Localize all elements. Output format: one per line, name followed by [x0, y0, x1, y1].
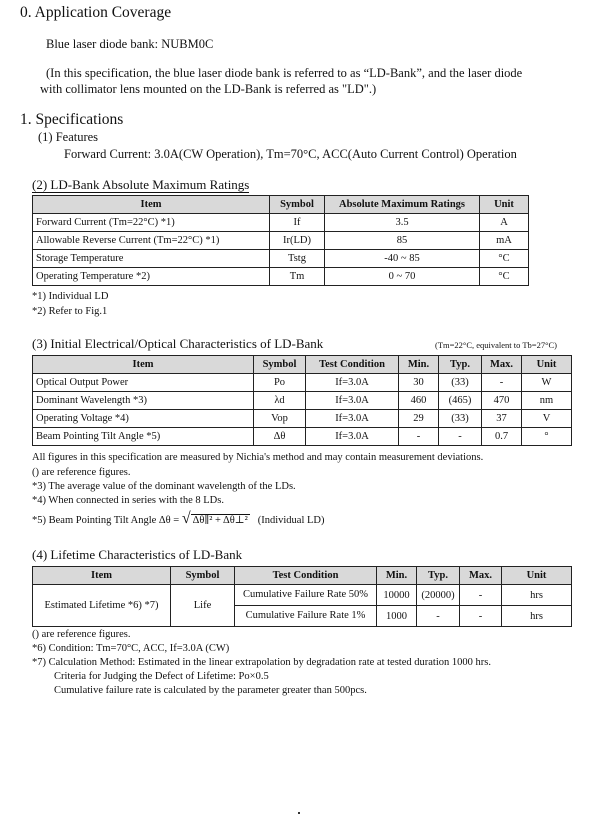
cell-unit: °	[522, 428, 572, 446]
cell-typ: -	[417, 606, 460, 627]
header-min: Min.	[377, 567, 417, 585]
coverage-paragraph-line-2: with collimator lens mounted on the LD-Bank is referred as "LD".)	[40, 82, 377, 96]
cell-unit: W	[522, 374, 572, 392]
table-row	[33, 585, 572, 606]
table3-note-5	[32, 510, 324, 528]
table-header-row	[33, 196, 529, 214]
cell-symbol: Tstg	[270, 250, 325, 268]
section-0-heading: 0. Application Coverage	[20, 4, 172, 21]
cell-min: 460	[399, 392, 439, 410]
cell-min: 10000	[377, 585, 417, 606]
cell-value: -40 ~ 85	[325, 250, 480, 268]
cell-unit: °C	[480, 250, 529, 268]
cell-item: Operating Temperature *2)	[33, 268, 270, 286]
table3-note-measurement: All figures in this specification are measured by Nichia's method and may contain measurement deviations.	[32, 452, 484, 463]
cell-max: -	[482, 374, 522, 392]
cell-condition: If=3.0A	[306, 392, 399, 410]
header-min: Min.	[399, 356, 439, 374]
table4-caption: (4) Lifetime Characteristics of LD-Bank	[32, 547, 243, 562]
table3-condition: (Tm=22°C, equivalent to Tb=27°C)	[435, 340, 557, 350]
table-header-row	[33, 567, 572, 585]
cell-typ: (20000)	[417, 585, 460, 606]
cell-min: 1000	[377, 606, 417, 627]
table-row	[33, 410, 572, 428]
cell-symbol: Ir(LD)	[270, 232, 325, 250]
cell-value: 3.5	[325, 214, 480, 232]
cell-symbol: Tm	[270, 268, 325, 286]
table2-caption-text: (2) LD-Bank Absolute Maximum Ratings	[32, 177, 250, 192]
formula-radicand: Δθ∥² + Δθ⊥²	[192, 515, 248, 526]
cell-symbol: λd	[254, 392, 306, 410]
cell-condition: If=3.0A	[306, 374, 399, 392]
table-header-row	[33, 356, 572, 374]
table3-caption: (3) Initial Electrical/Optical Characteristics of LD-Bank	[32, 336, 324, 351]
table4-note-reference: () are reference figures.	[32, 629, 131, 640]
cell-typ: (33)	[439, 410, 482, 428]
table4-note-6: *6) Condition: Tm=70°C, ACC, If=3.0A (CW)	[32, 643, 230, 654]
product-name-line: Blue laser diode bank: NUBM0C	[46, 37, 214, 51]
cell-value: 85	[325, 232, 480, 250]
table4-note-criteria: Criteria for Judging the Defect of Lifetime: Po×0.5	[54, 671, 269, 682]
cell-condition: Cumulative Failure Rate 50%	[235, 585, 377, 606]
cell-unit: mA	[480, 232, 529, 250]
header-item: Item	[33, 567, 171, 585]
header-max: Max.	[482, 356, 522, 374]
cell-symbol: Vop	[254, 410, 306, 428]
table-row	[33, 268, 529, 286]
cell-max: 470	[482, 392, 522, 410]
table-row	[33, 232, 529, 250]
cell-symbol: If	[270, 214, 325, 232]
cell-symbol: Δθ	[254, 428, 306, 446]
header-item: Item	[33, 196, 270, 214]
page-mark	[298, 812, 300, 814]
cell-unit: hrs	[502, 606, 572, 627]
table2-note-2: *2) Refer to Fig.1	[32, 306, 108, 317]
cell-unit: nm	[522, 392, 572, 410]
cell-typ: -	[439, 428, 482, 446]
lifetime-characteristics-table	[32, 566, 572, 627]
cell-max: 0.7	[482, 428, 522, 446]
cell-min: 30	[399, 374, 439, 392]
cell-item: Allowable Reverse Current (Tm=22°C) *1)	[33, 232, 270, 250]
header-test-condition: Test Condition	[235, 567, 377, 585]
cell-typ: (33)	[439, 374, 482, 392]
cell-item: Beam Pointing Tilt Angle *5)	[33, 428, 254, 446]
table2-note-1: *1) Individual LD	[32, 291, 109, 302]
header-test-condition: Test Condition	[306, 356, 399, 374]
table4-note-cumulative: Cumulative failure rate is calculated by the parameter greater than 500pcs.	[54, 685, 367, 696]
cell-condition: If=3.0A	[306, 428, 399, 446]
cell-unit: V	[522, 410, 572, 428]
header-unit: Unit	[522, 356, 572, 374]
table-row	[33, 392, 572, 410]
note5-prefix: *5) Beam Pointing Tilt Angle Δθ =	[32, 515, 182, 526]
cell-max: -	[460, 606, 502, 627]
absolute-max-ratings-table	[32, 195, 529, 286]
cell-max: 37	[482, 410, 522, 428]
table3-note-3: *3) The average value of the dominant wavelength of the LDs.	[32, 481, 296, 492]
cell-item: Estimated Lifetime *6) *7)	[33, 585, 171, 627]
cell-condition: If=3.0A	[306, 410, 399, 428]
section-1-heading: 1. Specifications	[20, 111, 124, 128]
initial-characteristics-table	[32, 355, 572, 446]
header-rating: Absolute Maximum Ratings	[325, 196, 480, 214]
table4-note-7: *7) Calculation Method: Estimated in the linear extrapolation by degradation rate at tested duration 1000 hrs.	[32, 657, 491, 668]
sqrt-formula	[182, 510, 250, 528]
cell-value: 0 ~ 70	[325, 268, 480, 286]
header-symbol: Symbol	[254, 356, 306, 374]
cell-unit: °C	[480, 268, 529, 286]
header-unit: Unit	[480, 196, 529, 214]
table2-caption	[32, 177, 249, 193]
cell-symbol: Life	[171, 585, 235, 627]
cell-symbol: Po	[254, 374, 306, 392]
cell-unit: hrs	[502, 585, 572, 606]
header-symbol: Symbol	[270, 196, 325, 214]
header-unit: Unit	[502, 567, 572, 585]
table3-note-4: *4) When connected in series with the 8 LDs.	[32, 495, 224, 506]
cell-item: Forward Current (Tm=22°C) *1)	[33, 214, 270, 232]
cell-item: Dominant Wavelength *3)	[33, 392, 254, 410]
radical-sign: √	[181, 510, 191, 527]
header-typ: Typ.	[439, 356, 482, 374]
table3-note-reference: () are reference figures.	[32, 467, 131, 478]
cell-item: Optical Output Power	[33, 374, 254, 392]
features-label: (1) Features	[38, 130, 99, 144]
cell-condition: Cumulative Failure Rate 1%	[235, 606, 377, 627]
table-row	[33, 250, 529, 268]
note5-suffix: (Individual LD)	[257, 515, 325, 526]
table-row	[33, 428, 572, 446]
cell-max: -	[460, 585, 502, 606]
header-typ: Typ.	[417, 567, 460, 585]
cell-item: Storage Temperature	[33, 250, 270, 268]
cell-typ: (465)	[439, 392, 482, 410]
header-symbol: Symbol	[171, 567, 235, 585]
coverage-paragraph-line-1: (In this specification, the blue laser diode bank is referred to as “LD-Bank”, and the laser diode	[46, 66, 523, 80]
cell-unit: A	[480, 214, 529, 232]
header-max: Max.	[460, 567, 502, 585]
header-item: Item	[33, 356, 254, 374]
cell-min: -	[399, 428, 439, 446]
cell-item: Operating Voltage *4)	[33, 410, 254, 428]
features-text: Forward Current: 3.0A(CW Operation), Tm=70°C, ACC(Auto Current Control) Operation	[64, 147, 517, 161]
table-row	[33, 214, 529, 232]
cell-min: 29	[399, 410, 439, 428]
table-row	[33, 374, 572, 392]
